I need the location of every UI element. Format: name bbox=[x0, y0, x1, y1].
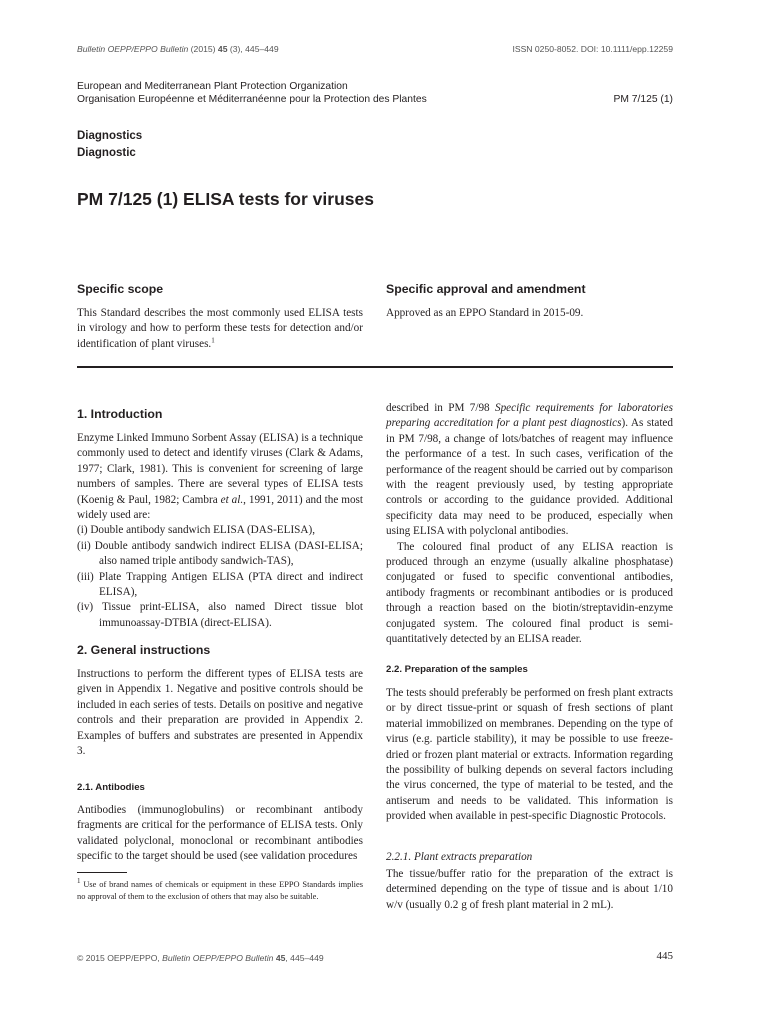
validation-paragraph: described in PM 7/98 Specific requirements for laboratories preparing accreditation for a plant pest diagnostics). As stated in PM 7/98, a change of lots/batches of reagent may influence the performance of a test. In such cases, verification of the performance of the reagent should be carried out by comparison with the reagent previously used, by testing appropriate controls or according to the guidance provided. Additional specificity data may need to be produced, especially when using ELISA with polyclonal antibodies. bbox=[386, 402, 673, 538]
general-text: Instructions to perform the different types of ELISA tests are given in Appendix 1. Negative and positive controls should be included in each series of tests. Details on positive and negative controls and their preparation are provided in Appendix 2. Examples of buffers and substrates are presented in Appendix 3. bbox=[77, 668, 363, 758]
section-divider bbox=[77, 366, 673, 368]
category-en: Diagnostics bbox=[77, 130, 143, 142]
footnote: $^1$ Use of brand names of chemicals or equipment in these EPPO Standards implies no approval of them to the exclusion of others that may also be suitable. bbox=[77, 877, 363, 901]
category-fr: Diagnostic bbox=[77, 147, 136, 159]
antibodies-text: Antibodies (immunoglobulins) or recombinant antibody fragments are critical for the performance of ELISA tests. Only validated polyclonal, monoclonal or recombinant antibodies specific to the target should be used (see validation procedures bbox=[77, 804, 363, 863]
running-header-citation: Bulletin OEPP/EPPO Bulletin (2015) 45 (3), 445–449 bbox=[77, 44, 279, 54]
samples-text: The tests should preferably be performed on fresh plant extracts or by direct tissue-print or squash of fresh sections of plant material immobilized on membranes. Depending on the type of virus (e.g. particle stability), it may be possible to use freeze-dried or frozen plant material or extracts. Information regarding the possibility of bulking depends on several factors including the virus concerned, the type of material to be tested, and the antiserum and needs to be validated. This information is provided when available in pest-specific Diagnostic Protocols. bbox=[386, 687, 673, 823]
standard-code: PM 7/125 (1) bbox=[613, 94, 673, 105]
antibodies-heading: 2.1. Antibodies bbox=[77, 782, 145, 793]
intro-body bbox=[77, 431, 363, 631]
intro-heading: 1. Introduction bbox=[77, 407, 163, 421]
approval-text: Approved as an EPPO Standard in 2015-09. bbox=[386, 307, 584, 319]
organization-name-en: European and Mediterranean Plant Protection Organization bbox=[77, 81, 348, 92]
list-item: (i) Double antibody sandwich ELISA (DAS-ELISA), bbox=[77, 524, 316, 537]
extracts-heading: 2.2.1. Plant extracts preparation bbox=[386, 851, 533, 863]
organization-name-fr: Organisation Européenne et Méditerranéenne pour la Protection des Plantes bbox=[77, 94, 427, 105]
samples-heading: 2.2. Preparation of the samples bbox=[386, 664, 528, 675]
list-item: (ii) Double antibody sandwich indirect ELISA (DASI-ELISA; also named triple antibody sandwich-TAS), bbox=[77, 539, 363, 568]
scope-text: This Standard describes the most commonly used ELISA tests in virology and how to perform these tests for detection and/or identification of plant viruses.$^1$ bbox=[77, 307, 363, 350]
intro-paragraph: Enzyme Linked Immuno Sorbent Assay (ELISA) is a technique commonly used to detect and identify viruses (Clark & Adams, 1977; Clark, 1981). This is convenient for screening of large numbers of samples. There are several types of ELISA tests (Koenig & Paul, 1982; Cambra et al., 1991, 2011) and the most widely used are: bbox=[77, 432, 364, 522]
scope-heading: Specific scope bbox=[77, 282, 164, 296]
footer-copyright: © 2015 OEPP/EPPO, Bulletin OEPP/EPPO Bulletin 45, 445–449 bbox=[77, 953, 324, 963]
general-heading: 2. General instructions bbox=[77, 643, 211, 657]
approval-heading: Specific approval and amendment bbox=[386, 282, 586, 296]
journal-name: Bulletin OEPP/EPPO Bulletin bbox=[77, 44, 189, 54]
running-header-issn-doi: ISSN 0250-8052. DOI: 10.1111/epp.12259 bbox=[512, 44, 673, 54]
list-item: (iv) Tissue print-ELISA, also named Direct tissue blot immunoassay-DTBIA (direct-ELISA). bbox=[77, 601, 363, 629]
right-column-body bbox=[386, 401, 673, 648]
page-title: PM 7/125 (1) ELISA tests for viruses bbox=[77, 189, 374, 209]
coloured-product-paragraph: The coloured final product of any ELISA reaction is produced through an enzyme (usually alkaline phosphatase) conjugated or fused to specific conventional antibodies, antibody fragments or recombinant antibodies or is produced through a reaction based on the biotin/streptavidin-enzyme conjugated system. The coloured final product is semi-quantitatively detected by an ELISA reader. bbox=[386, 540, 673, 646]
list-item: (iii) Plate Trapping Antigen ELISA (PTA direct and indirect ELISA), bbox=[77, 570, 363, 599]
footnote-divider bbox=[77, 872, 127, 873]
page-number: 445 bbox=[656, 950, 673, 962]
footnote-ref: 1 bbox=[211, 336, 215, 345]
extracts-text: The tissue/buffer ratio for the preparation of the extract is determined depending on the type of tissue and is about 1/10 w/v (usually 0.2 g of fresh plant material in 2 mL). bbox=[386, 868, 673, 911]
